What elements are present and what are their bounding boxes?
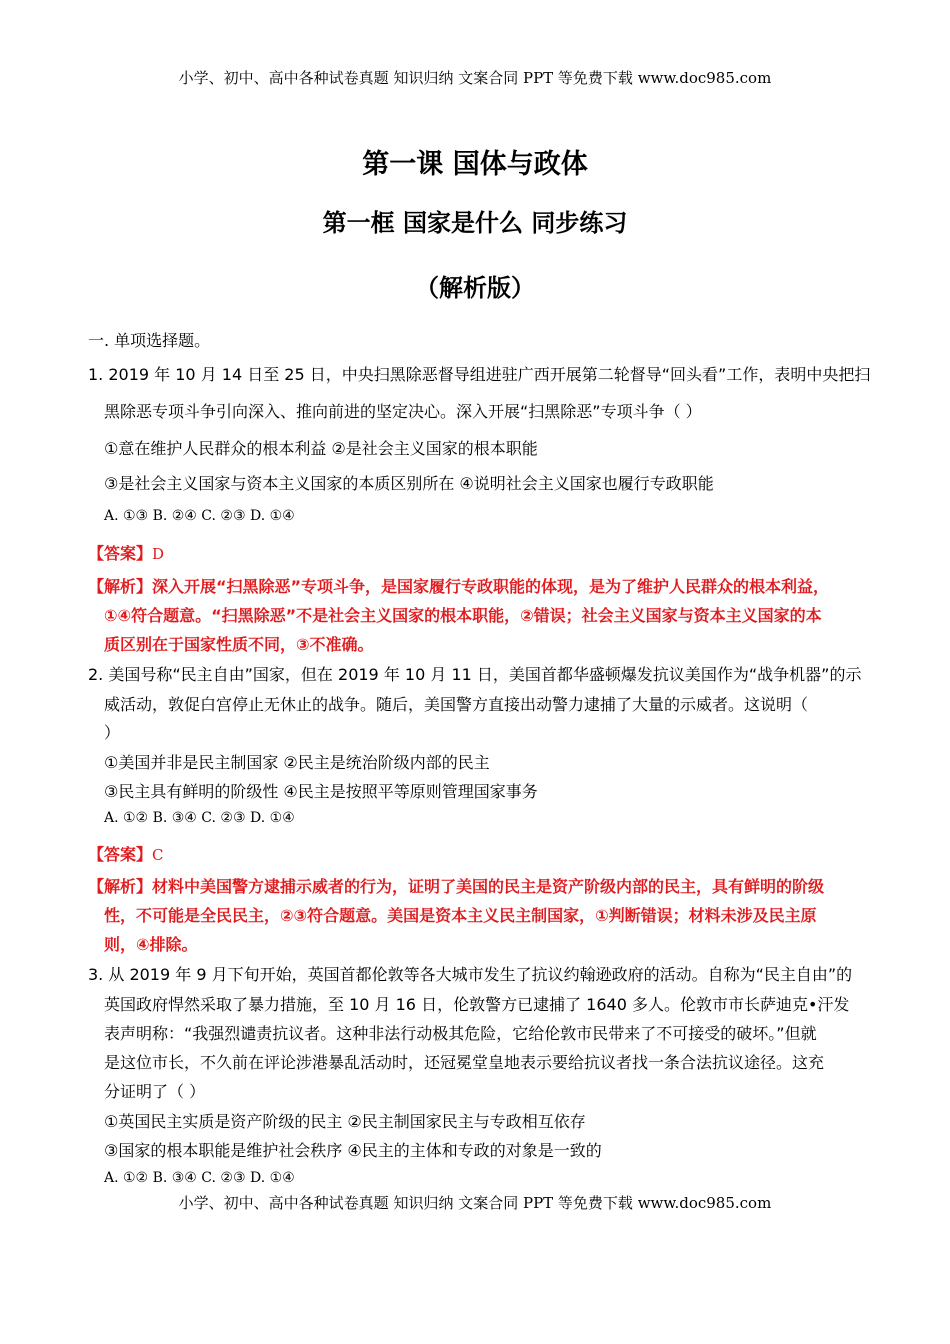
q3-stem-line-1: 3. 从 2019 年 9 月下旬开始，英国首都伦敦等各大城市发生了抗议约翰逊政府的活动。自称为“民主自由”的 <box>88 965 853 984</box>
answer-label: 【答案】 <box>88 544 153 563</box>
q2-analysis-line-1: 【解析】材料中美国警方逮捕示威者的行为，证明了美国的民主是资产阶级内部的民主，具有鲜明的阶级 <box>88 877 825 896</box>
section-heading: 一. 单项选择题。 <box>88 331 211 350</box>
q2-analysis-line-3: 则，④排除。 <box>104 935 198 954</box>
answer-label: 【答案】 <box>88 845 153 864</box>
answer-value: C <box>152 846 164 864</box>
q1-stem-line-1: 1. 2019 年 10 月 14 日至 25 日，中央扫黑除恶督导组进驻广西开展第二轮督导“回头看”工作，表明中央把扫 <box>88 365 871 384</box>
lesson-title: 第一课 国体与政体 <box>362 149 588 180</box>
section-subtitle: 第一框 国家是什么 同步练习 <box>322 209 628 237</box>
q1-analysis-line-2: ①④符合题意。“扫黑除恶”不是社会主义国家的根本职能，②错误；社会主义国家与资本主义国家的本 <box>104 606 822 625</box>
q1-statement-line-2: ③是社会主义国家与资本主义国家的本质区别所在 ④说明社会主义国家也履行专政职能 <box>104 474 714 493</box>
q1-stem-line-2: 黑除恶专项斗争引向深入、推向前进的坚定决心。深入开展“扫黑除恶”专项斗争（ ） <box>104 402 702 421</box>
q1-statement-line-1: ①意在维护人民群众的根本利益 ②是社会主义国家的根本职能 <box>104 439 538 458</box>
q3-options: A. ①② B. ③④ C. ②③ D. ①④ <box>104 1170 295 1186</box>
q1-options: A. ①③ B. ②④ C. ②③ D. ①④ <box>104 508 295 524</box>
q2-statement-line-1: ①美国并非是民主制国家 ②民主是统治阶级内部的民主 <box>104 753 490 772</box>
edition-label: （解析版） <box>415 274 535 302</box>
answer-value: D <box>152 545 165 563</box>
q2-stem-line-3: ） <box>104 723 121 742</box>
q2-stem-line-2: 威活动，敦促白宫停止无休止的战争。随后，美国警方直接出动警力逮捕了大量的示威者。这说明（ <box>104 695 809 714</box>
q1-analysis-line-3: 质区别在于国家性质不同，③不准确。 <box>104 635 374 654</box>
q3-stem-line-4: 是这位市长，不久前在评论涉港暴乱活动时，还冠冕堂皇地表示要给抗议者找一条合法抗议途径。这充 <box>104 1053 825 1072</box>
q2-analysis-line-2: 性，不可能是全民民主，②③符合题意。美国是资本主义民主制国家，①判断错误；材料未涉及民主原 <box>104 906 817 925</box>
page-header: 小学、初中、高中各种试卷真题 知识归纳 文案合同 PPT 等免费下载 www.doc985.com <box>178 69 772 87</box>
q3-statement-line-1: ①英国民主实质是资产阶级的民主 ②民主制国家民主与专政相互依存 <box>104 1112 586 1131</box>
q3-stem-line-2: 英国政府悍然采取了暴力措施，至 10 月 16 日，伦敦警方已逮捕了 1640 多人。伦敦市市长萨迪克•汗发 <box>104 995 850 1014</box>
q2-options: A. ①② B. ③④ C. ②③ D. ①④ <box>104 810 295 826</box>
q2-stem-line-1: 2. 美国号称“民主自由”国家，但在 2019 年 10 月 11 日，美国首都华盛顿爆发抗议美国作为“战争机器”的示 <box>88 665 862 684</box>
q2-answer <box>88 842 164 865</box>
q1-answer <box>88 541 164 564</box>
q1-analysis-line-1: 【解析】深入开展“扫黑除恶”专项斗争，是国家履行专政职能的体现，是为了维护人民群众的根本利益， <box>88 577 830 596</box>
q3-stem-line-3: 表声明称：“我强烈谴责抗议者。这种非法行动极其危险，它给伦敦市民带来了不可接受的破坏。”但就 <box>104 1024 817 1043</box>
q3-statement-line-2: ③国家的根本职能是维护社会秩序 ④民主的主体和专政的对象是一致的 <box>104 1141 602 1160</box>
q3-stem-line-5: 分证明了（ ） <box>104 1082 206 1101</box>
page-footer: 小学、初中、高中各种试卷真题 知识归纳 文案合同 PPT 等免费下载 www.doc985.com <box>178 1194 772 1212</box>
q2-statement-line-2: ③民主具有鲜明的阶级性 ④民主是按照平等原则管理国家事务 <box>104 782 538 801</box>
